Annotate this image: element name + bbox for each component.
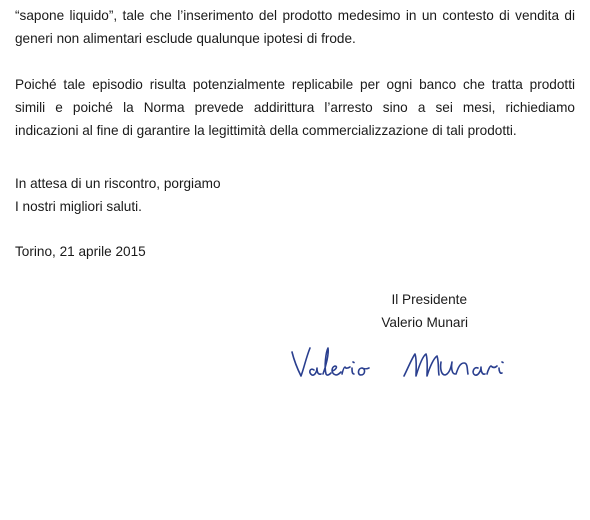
paragraph-line: Poiché tale episodio risulta potenzialmente replicabile per ogni banco che tratta prodotti [15, 77, 575, 92]
closing-line: I nostri migliori saluti. [15, 199, 142, 214]
paragraph-fraud-exclusion [15, 4, 575, 50]
paragraph-request [15, 73, 575, 142]
signatory-name: Valerio Munari [381, 315, 468, 330]
paragraph-line: “sapone liquido”, tale che l’inserimento del prodotto medesimo in un contesto di vendita di [15, 8, 575, 23]
closing-salutation [15, 172, 575, 218]
paragraph-line: simili e poiché la Norma prevede addirittura l’arresto sino a sei mesi, richiediamo [15, 100, 575, 115]
handwritten-signature [288, 338, 578, 390]
signature-graphic [288, 338, 578, 390]
paragraph-line: generi non alimentari esclude qualunque ipotesi di frode. [15, 31, 356, 46]
signatory-block [300, 288, 468, 334]
place-and-date [15, 240, 575, 263]
signatory-title: Il Presidente [391, 292, 467, 307]
paragraph-line: indicazioni al fine di garantire la legittimità della commercializzazione di tali prodotti. [15, 123, 517, 138]
place-date-text: Torino, 21 aprile 2015 [15, 244, 146, 259]
closing-line: In attesa di un riscontro, porgiamo [15, 176, 221, 191]
